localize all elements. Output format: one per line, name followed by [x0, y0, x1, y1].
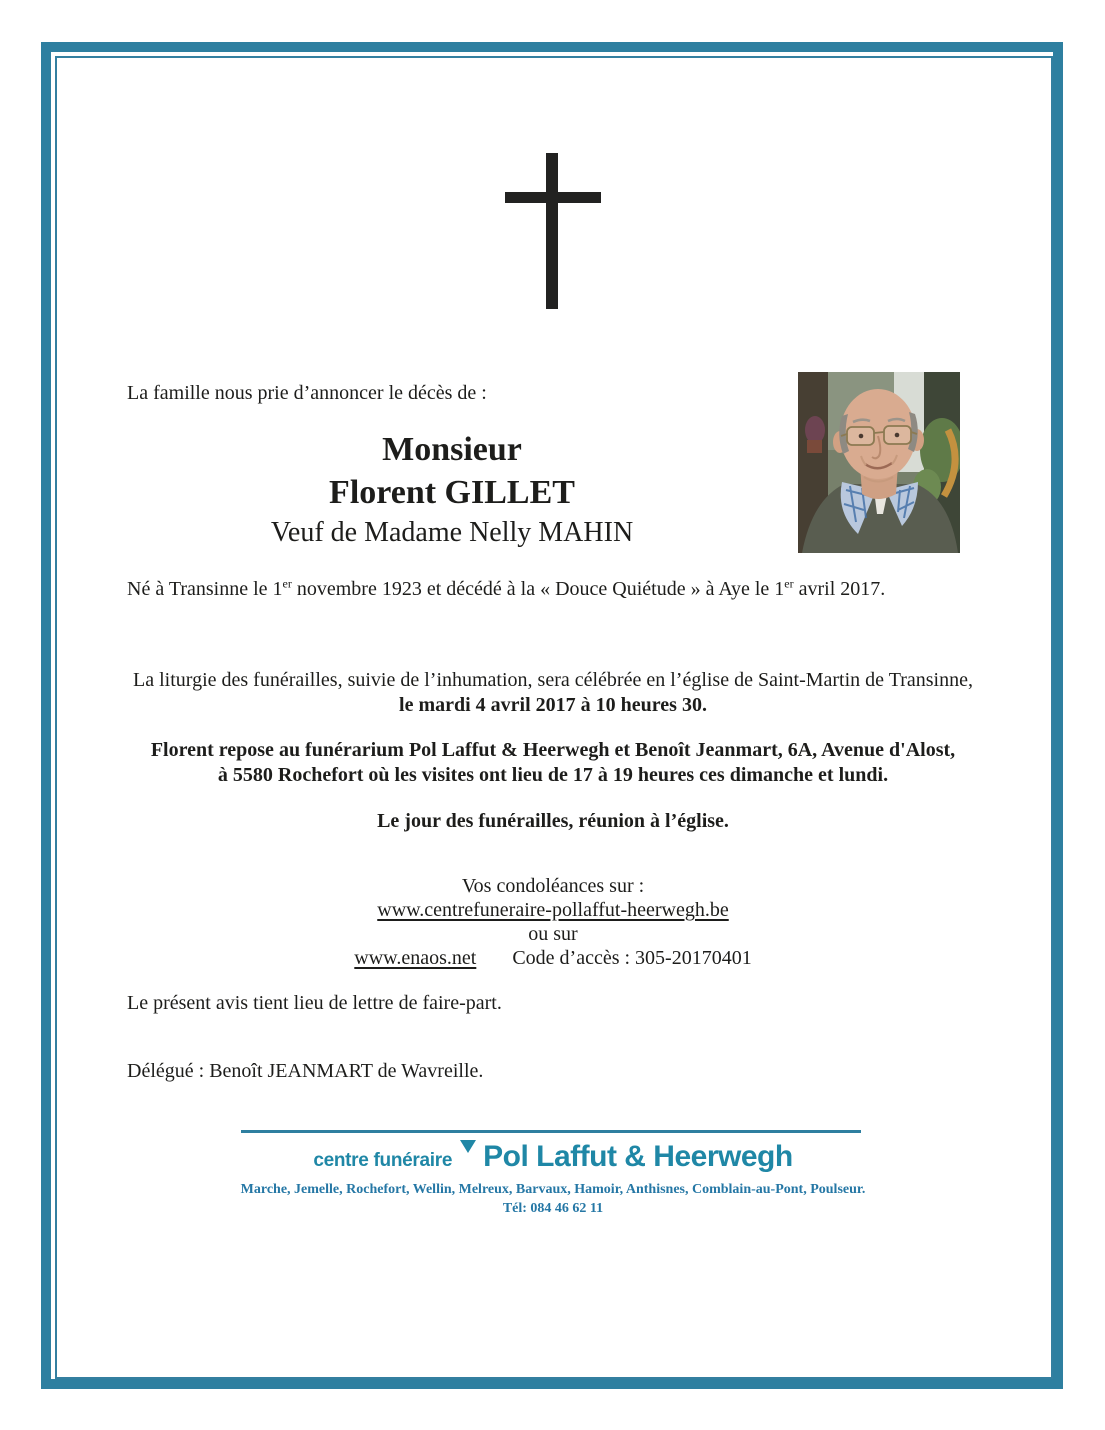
- cross-vertical-bar: [546, 153, 558, 309]
- condolences-website-main: www.centrefuneraire-pollaffut-heerwegh.be: [377, 899, 729, 921]
- faire-part-note: Le présent avis tient lieu de lettre de faire-part.: [127, 992, 502, 1014]
- funeral-home-brand: [58, 1140, 1048, 1174]
- access-code: Code d’accès : 305-20170401: [512, 947, 752, 969]
- footer-locations: Marche, Jemelle, Rochefort, Wellin, Melreux, Barvaux, Hamoir, Anthisnes, Comblain-au-Pont, Poulseur.: [240, 1182, 866, 1197]
- condolences-intro: Vos condoléances sur :: [461, 875, 645, 897]
- repose-line-2: à 5580 Rochefort où les visites ont lieu de 17 à 19 heures ces dimanche et lundi.: [217, 764, 889, 786]
- deceased-name: Florent GILLET: [329, 474, 575, 511]
- footer-divider-rule: [241, 1130, 861, 1133]
- repose-block: [58, 738, 1048, 788]
- deceased-name-block: [127, 428, 777, 552]
- condolences-or-text: ou sur: [528, 923, 578, 945]
- portrait-photo: [798, 372, 960, 553]
- liturgy-line: La liturgie des funérailles, suivie de l’inhumation, sera célébrée en l’église de Saint-Martin de Transinne,: [133, 669, 973, 691]
- liturgy-block: [58, 668, 1048, 718]
- condolences-block: [58, 874, 1048, 970]
- life-dates-line: [127, 576, 885, 602]
- condolences-website-alt: www.enaos.net: [354, 947, 477, 969]
- brand-triangle-icon: [460, 1140, 476, 1153]
- delegate-line: Délégué : Benoît JEANMART de Wavreille.: [127, 1060, 484, 1082]
- brand-name: Pol Laffut & Heerwegh: [483, 1140, 793, 1173]
- intro-line: La famille nous prie d’annoncer le décès de :: [127, 382, 487, 404]
- ordinal-sup: er: [282, 576, 292, 591]
- liturgy-datetime: le mardi 4 avril 2017 à 10 heures 30.: [399, 694, 707, 716]
- life-dates-part2: novembre 1923 et décédé à la « Douce Quiétude » à Aye le 1: [291, 578, 785, 600]
- life-dates-part3: avril 2017.: [793, 578, 886, 600]
- condolences-alt-row: [58, 946, 1048, 970]
- brand-prefix: centre funéraire: [313, 1150, 453, 1171]
- life-dates-part1: Né à Transinne le 1: [127, 578, 283, 600]
- cross-horizontal-bar: [505, 192, 601, 203]
- ordinal-sup: er: [784, 576, 794, 591]
- footer-phone: Tél: 084 46 62 11: [502, 1201, 604, 1216]
- relation-line: Veuf de Madame Nelly MAHIN: [270, 517, 634, 548]
- reunion-line: Le jour des funérailles, réunion à l’église.: [377, 810, 729, 832]
- repose-line-1: Florent repose au funérarium Pol Laffut & Heerwegh et Benoît Jeanmart, 6A, Avenue d'Alost,: [150, 739, 956, 761]
- deceased-title: Monsieur: [382, 431, 522, 468]
